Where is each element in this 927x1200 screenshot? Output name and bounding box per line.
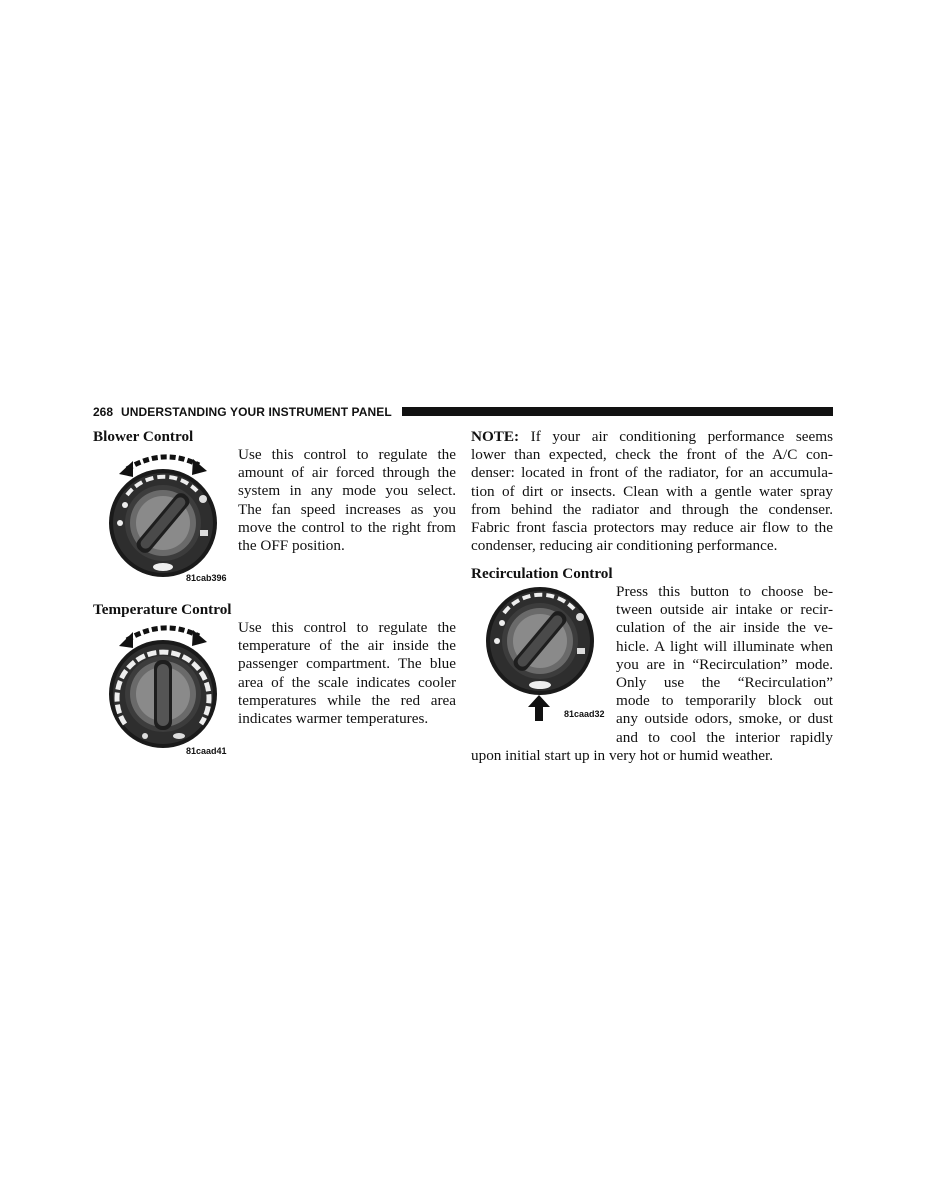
note-first-line-text: If your air conditioning performance seems	[530, 428, 833, 445]
header-rule	[402, 407, 833, 416]
note-line: Fabric front fascia protectors may reduce air flow to the	[471, 518, 833, 536]
note-first-line	[471, 428, 833, 446]
blower-line: the OFF position.	[238, 536, 345, 554]
recirculation-line: Press this button to choose be-	[616, 583, 833, 600]
recirculation-paragraph	[616, 583, 833, 747]
note-line: tion of dirt or insects. Clean with a gentle water spray	[471, 482, 833, 500]
temperature-line: area of the scale indicates cooler	[238, 673, 456, 691]
recirculation-line: mode to temporarily block out	[616, 692, 833, 710]
temperature-figure-id: 81caad41	[186, 746, 227, 756]
note-label: NOTE:	[471, 428, 520, 445]
note-line: condenser, reducing air conditioning performance.	[471, 537, 778, 555]
recirculation-line: hicle. A light will illuminate when	[616, 637, 833, 655]
recirculation-line: and to cool the interior rapidly	[616, 728, 833, 746]
blower-figure-id: 81cab396	[186, 573, 227, 583]
blower-line: amount of air forced through the	[238, 464, 456, 482]
blower-line: move the control to the right from	[238, 518, 456, 536]
temperature-line: temperatures while the red area	[238, 691, 456, 709]
blower-knob-icon	[103, 447, 233, 587]
temperature-paragraph	[238, 619, 456, 728]
recirculation-line: tween outside air intake or recir-	[616, 601, 833, 619]
recirculation-line: you are in “Recirculation” mode.	[616, 655, 833, 673]
blower-line: system in any mode you select.	[238, 482, 456, 500]
page-header	[93, 405, 833, 419]
section-title: UNDERSTANDING YOUR INSTRUMENT PANEL	[121, 405, 392, 419]
note-line: lower than expected, check the front of the A/C con-	[471, 446, 833, 464]
temperature-line: passenger compartment. The blue	[238, 655, 456, 673]
blower-line: Use this control to regulate the	[238, 446, 456, 463]
recirculation-line: any outside odors, smoke, or dust	[616, 710, 833, 728]
blower-heading: Blower Control	[93, 428, 194, 445]
note-line: denser: located in front of the radiator, for an accumula-	[471, 464, 833, 482]
blower-line: The fan speed increases as you	[238, 500, 456, 518]
note-paragraph	[471, 428, 833, 555]
temperature-knob-icon	[103, 620, 233, 760]
blower-figure	[103, 447, 233, 587]
recirculation-heading: Recirculation Control	[471, 565, 613, 582]
temperature-heading: Temperature Control	[93, 601, 232, 618]
note-line: from behind the radiator and through the condenser.	[471, 500, 833, 518]
temperature-line: Use this control to regulate the	[238, 619, 456, 636]
page-number: 268	[93, 405, 114, 419]
recirculation-line: Only use the “Recirculation”	[616, 673, 833, 691]
recirculation-last-line: upon initial start up in very hot or humid weather.	[471, 747, 774, 764]
recirculation-line: culation of the air inside the ve-	[616, 619, 833, 637]
blower-paragraph	[238, 446, 456, 555]
temperature-line: indicates warmer temperatures.	[238, 709, 429, 727]
arrow-up-icon	[528, 695, 550, 721]
temperature-figure	[103, 620, 233, 760]
recirculation-figure-id: 81caad32	[564, 709, 605, 719]
temperature-line: temperature of the air inside the	[238, 637, 456, 655]
recirculation-figure	[480, 585, 612, 725]
